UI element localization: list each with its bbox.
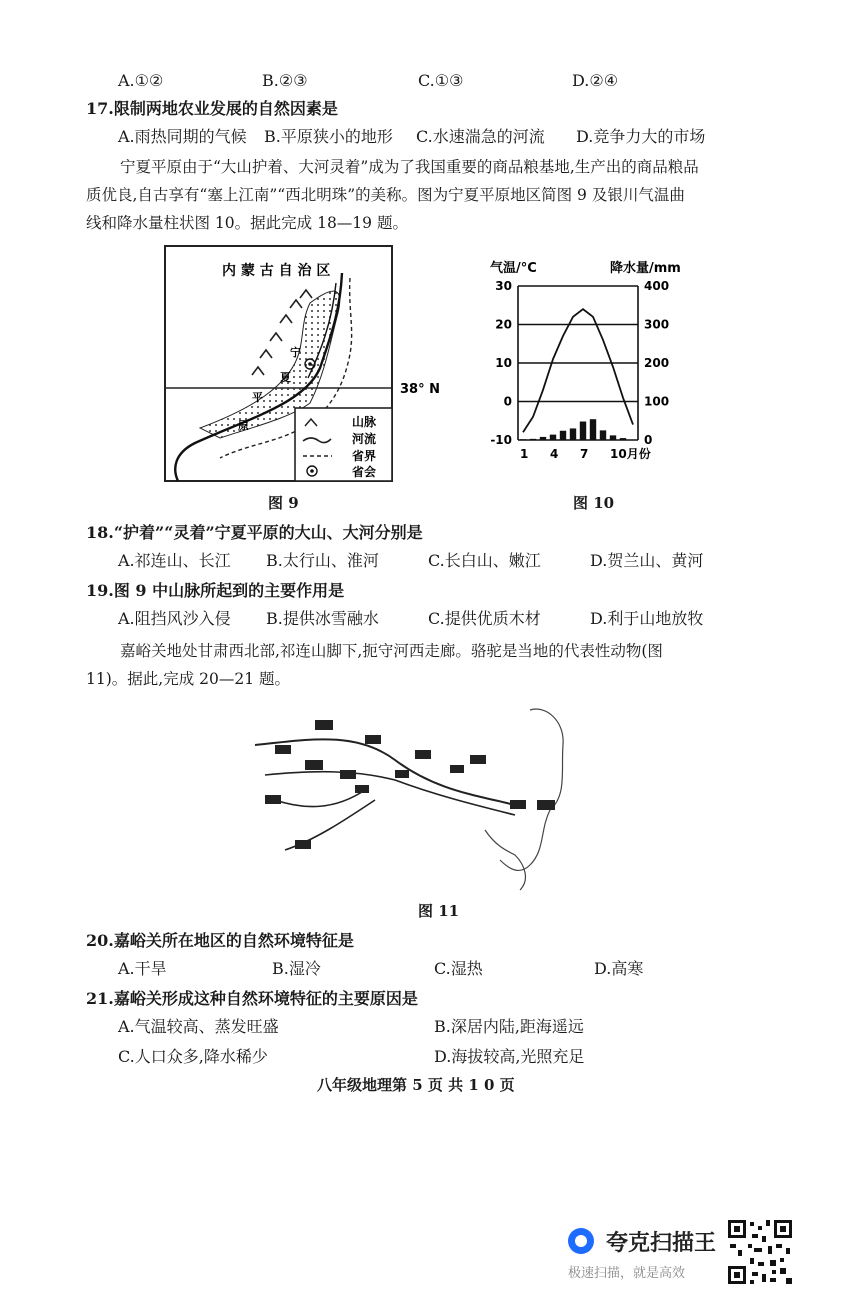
q17-option-b: B.平原狭小的地形 bbox=[264, 127, 393, 146]
map-char-ning: 宁 bbox=[290, 346, 301, 359]
legend-river: 河流 bbox=[352, 432, 377, 446]
q19-option-d: D.利于山地放牧 bbox=[590, 609, 704, 628]
figure-10-climate-chart bbox=[488, 258, 698, 478]
chart-x-tick: 1 bbox=[520, 447, 529, 461]
chart-right-axis-label: 降水量/mm bbox=[610, 261, 681, 276]
chart-right-tick: 300 bbox=[644, 317, 670, 332]
precipitation-bar bbox=[590, 419, 596, 440]
precipitation-bar bbox=[610, 435, 616, 440]
intro20-line2: 11)。据此,完成 20—21 题。 bbox=[86, 670, 290, 688]
map-char-ping: 平 bbox=[252, 391, 263, 404]
q21-option-d: D.海拔较高,光照充足 bbox=[434, 1047, 585, 1066]
figure-9-map bbox=[160, 243, 460, 488]
q18-option-a: A.祁连山、长江 bbox=[118, 551, 231, 570]
precipitation-bar bbox=[570, 428, 576, 440]
map-region-label: 内 蒙 古 自 治 区 bbox=[222, 263, 331, 279]
precipitation-bar bbox=[550, 435, 556, 440]
precipitation-bar bbox=[560, 431, 566, 440]
figure-10-caption: 图 10 bbox=[573, 494, 615, 512]
q17-option-d: D.竞争力大的市场 bbox=[576, 127, 706, 146]
figure-11-map bbox=[245, 700, 575, 895]
q17-stem: 17.限制两地农业发展的自然因素是 bbox=[86, 99, 338, 118]
brand-name: 夸克扫描王 bbox=[606, 1231, 717, 1256]
precipitation-bar bbox=[520, 439, 526, 440]
q21-stem: 21.嘉峪关形成这种自然环境特征的主要原因是 bbox=[86, 989, 418, 1008]
chart-left-tick: 20 bbox=[495, 317, 512, 332]
temperature-curve bbox=[523, 309, 633, 432]
brand-slogan: 极速扫描，就是高效 bbox=[568, 1266, 686, 1281]
q20-option-c: C.湿热 bbox=[434, 959, 483, 978]
q16-option-c: C.①③ bbox=[418, 71, 464, 90]
precipitation-bar bbox=[600, 430, 606, 440]
intro18-line3: 线和降水量柱状图 10。据此完成 18—19 题。 bbox=[86, 214, 408, 232]
q21-option-a: A.气温较高、蒸发旺盛 bbox=[118, 1017, 279, 1036]
q20-option-d: D.高寒 bbox=[594, 959, 644, 978]
legend-boundary: 省界 bbox=[352, 449, 377, 463]
brand-logo-icon bbox=[568, 1228, 594, 1254]
precipitation-bar bbox=[580, 422, 586, 440]
precipitation-bar bbox=[540, 437, 546, 440]
q16-option-b: B.②③ bbox=[262, 71, 308, 90]
chart-left-tick: -10 bbox=[490, 433, 512, 447]
intro20-line1: 嘉峪关地处甘肃西北部,祁连山脚下,扼守河西走廊。骆驼是当地的代表性动物(图 bbox=[120, 642, 663, 660]
map-char-xia: 夏 bbox=[280, 371, 291, 384]
chart-right-tick: 0 bbox=[644, 433, 653, 447]
chart-x-tick: 7 bbox=[580, 447, 589, 461]
page-footer: 八年级地理第 5 页 共 1 0 页 bbox=[317, 1076, 515, 1094]
q17-option-c: C.水速湍急的河流 bbox=[416, 127, 545, 146]
map-legend bbox=[295, 408, 392, 481]
legend-mountain: 山脉 bbox=[352, 415, 377, 429]
q21-option-c: C.人口众多,降水稀少 bbox=[118, 1047, 268, 1066]
chart-left-tick: 10 bbox=[495, 356, 512, 370]
chart-x-tick: 4 bbox=[550, 447, 559, 461]
coastline bbox=[500, 709, 563, 870]
chart-right-tick: 100 bbox=[644, 394, 670, 409]
intro18-line1: 宁夏平原由于“大山护着、大河灵着”成为了我国重要的商品粮基地,生产出的商品粮品 bbox=[120, 158, 699, 176]
q18-stem: 18.“护着”“灵着”宁夏平原的大山、大河分别是 bbox=[86, 523, 423, 542]
chart-left-axis-label: 气温/°C bbox=[490, 261, 537, 276]
q18-option-d: D.贺兰山、黄河 bbox=[590, 551, 704, 570]
qr-code-icon bbox=[726, 1218, 794, 1286]
q19-option-c: C.提供优质木材 bbox=[428, 609, 541, 628]
chart-right-tick: 200 bbox=[644, 356, 670, 370]
q18-option-b: B.太行山、淮河 bbox=[266, 551, 379, 570]
figure-11-caption: 图 11 bbox=[418, 902, 460, 920]
q16-option-a: A.①② bbox=[118, 71, 164, 90]
intro18-line2: 质优良,自古享有“塞上江南”“西北明珠”的美称。图为宁夏平原地区简图 9 及银川气温曲 bbox=[86, 186, 685, 204]
q19-option-b: B.提供冰雪融水 bbox=[266, 609, 379, 628]
q21-option-b: B.深居内陆,距海遥远 bbox=[434, 1017, 584, 1036]
q17-option-a: A.雨热同期的气候 bbox=[118, 127, 247, 146]
precipitation-bar bbox=[620, 438, 626, 440]
latitude-label: 38° N bbox=[400, 382, 440, 397]
precipitation-bar bbox=[530, 439, 536, 440]
q18-option-c: C.长白山、嫩江 bbox=[428, 551, 541, 570]
q19-option-a: A.阻挡风沙入侵 bbox=[118, 609, 231, 628]
figure-9-caption: 图 9 bbox=[268, 494, 299, 512]
chart-left-tick: 30 bbox=[495, 279, 512, 293]
q19-stem: 19.图 9 中山脉所起到的主要作用是 bbox=[86, 581, 345, 600]
chart-left-tick: 0 bbox=[503, 394, 512, 409]
chart-x-tick: 10月份 bbox=[610, 447, 651, 461]
q20-option-a: A.干旱 bbox=[118, 959, 167, 978]
legend-capital: 省会 bbox=[352, 465, 377, 479]
chart-right-tick: 400 bbox=[644, 279, 670, 293]
q16-option-d: D.②④ bbox=[572, 71, 619, 90]
map-char-yuan: 原 bbox=[238, 419, 249, 432]
q20-stem: 20.嘉峪关所在地区的自然环境特征是 bbox=[86, 931, 354, 950]
q20-option-b: B.湿冷 bbox=[272, 959, 321, 978]
